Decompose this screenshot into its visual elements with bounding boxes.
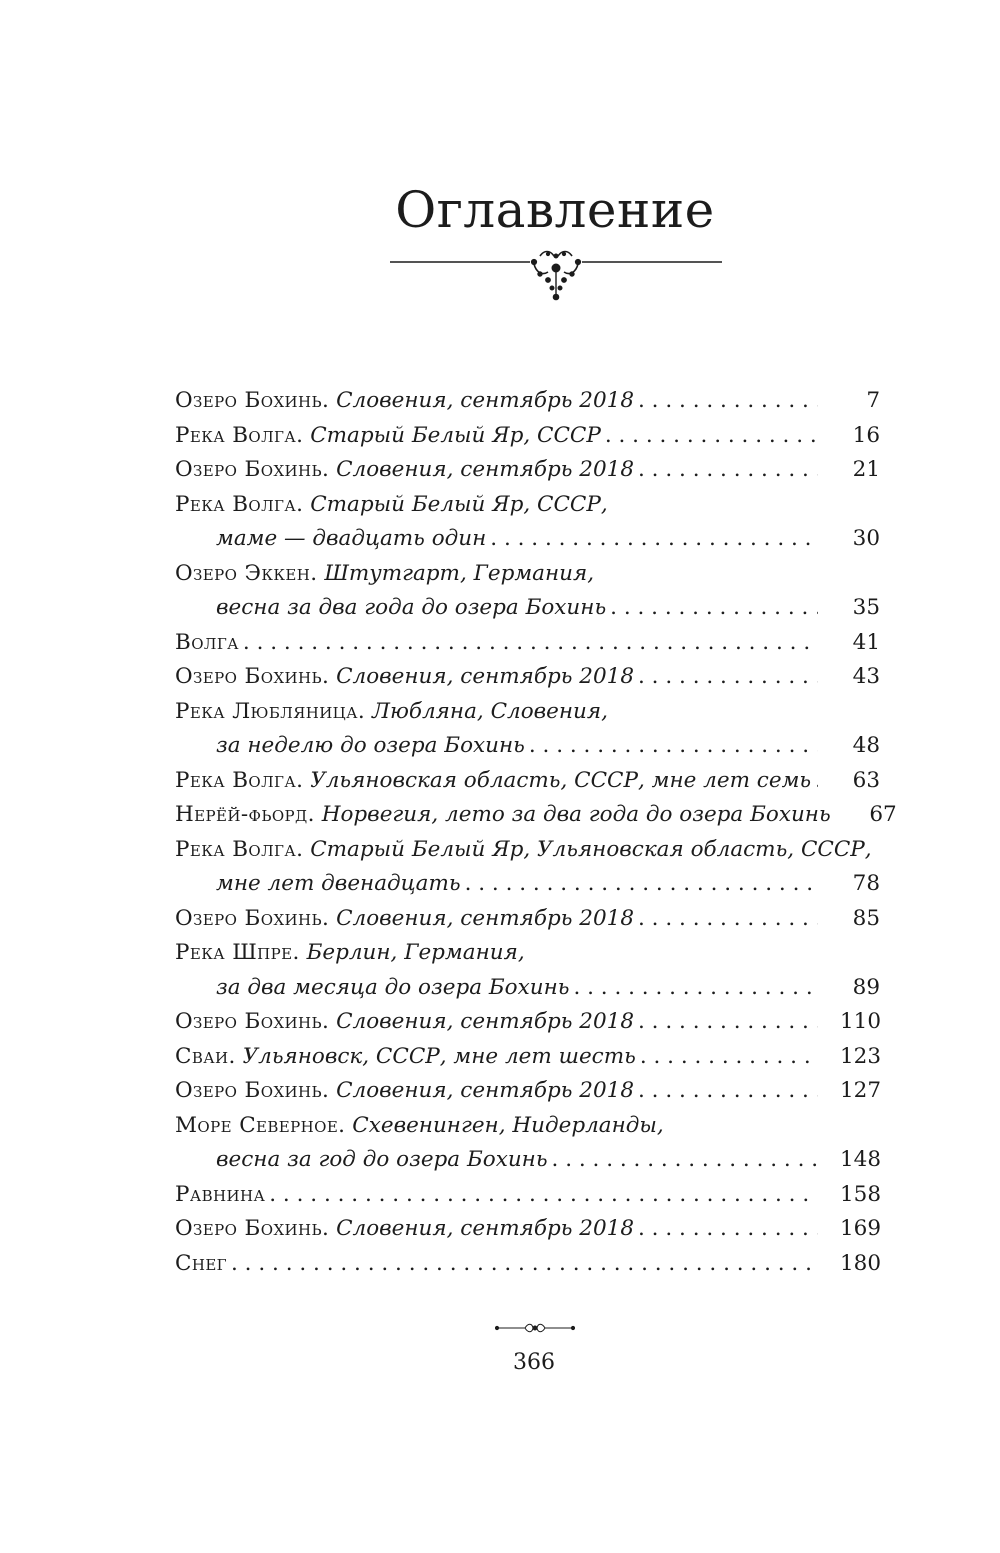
toc-entry-heading: Озеро Бохинь.	[175, 1216, 330, 1241]
toc-leader-dots	[606, 591, 818, 626]
toc-entry	[175, 488, 880, 523]
toc-page-number: 21	[852, 457, 880, 482]
toc-page-number: 148	[840, 1147, 882, 1172]
toc-continuation-line	[175, 522, 880, 557]
toc-entry-heading: Равнина	[175, 1181, 266, 1207]
toc-entry-heading: Сваи.	[175, 1043, 236, 1069]
toc-entry-subtitle: Словения, сентябрь 2018	[336, 905, 635, 931]
toc-entry	[175, 798, 897, 833]
toc-entry	[175, 936, 880, 971]
toc-continuation-line	[175, 867, 880, 902]
toc-continuation-line	[175, 729, 880, 764]
toc-page-number: 48	[852, 733, 880, 758]
toc-entry-heading: Озеро Бохинь.	[175, 1078, 330, 1103]
toc-entry-subtitle: весна за год до озера Бохинь	[216, 1147, 548, 1172]
toc-leader-dots	[634, 1005, 818, 1040]
toc-entry-subtitle: Ульяновск, СССР, мне лет шесть	[242, 1043, 636, 1069]
toc-entry-subtitle: весна за два года до озера Бохинь	[216, 595, 607, 620]
toc-entry-subtitle: Словения, сентябрь 2018	[336, 457, 635, 482]
toc-page-number: 63	[852, 767, 880, 793]
toc-page-number: 123	[840, 1043, 882, 1069]
toc-leader-dots	[634, 453, 818, 488]
table-of-contents	[175, 384, 897, 1281]
toc-continuation-line	[175, 971, 880, 1006]
toc-leader-dots	[636, 1040, 818, 1075]
toc-entry	[175, 764, 880, 799]
toc-entry	[175, 453, 880, 488]
toc-page-number: 16	[852, 422, 880, 448]
toc-entry	[175, 1247, 880, 1282]
toc-entry	[175, 626, 880, 661]
toc-entry-subtitle: Старый Белый Яр, СССР	[310, 422, 601, 448]
toc-entry	[175, 902, 880, 937]
toc-entry-heading: Волга	[175, 629, 239, 655]
toc-entry-subtitle: Словения, сентябрь 2018	[336, 1009, 635, 1034]
toc-page-number: 30	[852, 526, 880, 551]
toc-entry	[175, 1074, 880, 1109]
toc-page-number: 67	[869, 802, 897, 827]
toc-leader-dots	[634, 1212, 818, 1247]
toc-page-number: 89	[852, 974, 880, 1000]
toc-leader-dots	[525, 729, 818, 764]
toc-entry	[175, 419, 880, 454]
toc-entry-heading: Море Северное.	[175, 1112, 346, 1138]
toc-leader-dots	[634, 1074, 818, 1109]
toc-entry	[175, 660, 880, 695]
toc-leader-dots	[601, 419, 818, 454]
toc-entry-heading: Озеро Эккен.	[175, 560, 318, 586]
toc-entry	[175, 384, 880, 419]
toc-entry	[175, 1040, 880, 1075]
page-number: 366	[513, 1350, 555, 1375]
toc-page-number: 110	[840, 1009, 882, 1034]
toc-leader-dots	[569, 971, 818, 1006]
toc-entry-heading: Снег	[175, 1250, 228, 1276]
toc-entry-heading: Река Волга.	[175, 491, 304, 517]
toc-leader-dots	[265, 1178, 818, 1213]
toc-entry-subtitle: Словения, сентябрь 2018	[336, 388, 635, 413]
toc-entry	[175, 1212, 880, 1247]
toc-entry-heading: Река Любляница.	[175, 698, 366, 724]
toc-leader-dots	[634, 384, 818, 419]
flourish-ornament-icon	[390, 242, 722, 306]
toc-page-number: 158	[840, 1181, 882, 1207]
toc-entry-subtitle: Берлин, Германия,	[306, 940, 525, 965]
toc-entry-subtitle: Ульяновская область, СССР, мне лет семь	[310, 767, 812, 793]
toc-entry-subtitle: Старый Белый Яр, Ульяновская область, СССР,	[310, 836, 872, 862]
toc-leader-dots	[461, 867, 818, 902]
toc-page-number: 35	[852, 595, 880, 620]
toc-entry-heading: Река Волга.	[175, 836, 304, 862]
toc-entry-subtitle: за два месяца до озера Бохинь	[216, 974, 570, 1000]
toc-entry	[175, 557, 880, 592]
toc-page-number: 43	[852, 664, 880, 689]
toc-page-number: 169	[840, 1216, 882, 1241]
toc-entry-subtitle: Любляна, Словения,	[372, 698, 608, 724]
toc-entry	[175, 1178, 880, 1213]
toc-entry-heading: Река Шпре.	[175, 940, 300, 965]
toc-entry	[175, 1109, 880, 1144]
toc-page-number: 180	[840, 1250, 882, 1276]
toc-entry-subtitle: Словения, сентябрь 2018	[336, 1078, 635, 1103]
toc-entry-heading: Озеро Бохинь.	[175, 664, 330, 689]
toc-entry-heading: Озеро Бохинь.	[175, 905, 330, 931]
toc-entry	[175, 695, 880, 730]
toc-page-number: 78	[852, 871, 880, 896]
toc-leader-dots	[486, 522, 818, 557]
small-flourish-ornament-icon	[495, 1321, 575, 1335]
toc-entry-subtitle: Словения, сентябрь 2018	[336, 664, 635, 689]
toc-entry-heading: Река Волга.	[175, 422, 304, 448]
toc-entry-subtitle: маме — двадцать один	[216, 526, 487, 551]
toc-entry-heading: Озеро Бохинь.	[175, 1009, 330, 1034]
toc-entry	[175, 833, 880, 868]
toc-leader-dots	[634, 660, 818, 695]
toc-leader-dots	[831, 798, 835, 833]
toc-entry-heading: Озеро Бохинь.	[175, 388, 330, 413]
toc-entry-subtitle: мне лет двенадцать	[216, 871, 461, 896]
toc-entry-subtitle: Схевенинген, Нидерланды,	[352, 1112, 664, 1138]
toc-entry	[175, 1005, 880, 1040]
toc-entry-subtitle: Норвегия, лето за два года до озера Бохинь	[321, 802, 831, 827]
toc-entry-subtitle: за неделю до озера Бохинь	[216, 733, 525, 758]
toc-leader-dots	[548, 1143, 818, 1178]
toc-entry-heading: Озеро Бохинь.	[175, 457, 330, 482]
toc-entry-subtitle: Словения, сентябрь 2018	[336, 1216, 635, 1241]
toc-page-number: 127	[840, 1078, 882, 1103]
toc-page-number: 85	[852, 905, 880, 931]
toc-leader-dots	[634, 902, 818, 937]
toc-page-number: 7	[866, 388, 880, 413]
toc-continuation-line	[175, 1143, 880, 1178]
toc-entry-subtitle: Старый Белый Яр, СССР,	[310, 491, 608, 517]
toc-continuation-line	[175, 591, 880, 626]
toc-entry-heading: Нерёй-фьорд.	[175, 802, 315, 827]
toc-leader-dots	[227, 1247, 818, 1282]
toc-entry-subtitle: Штутгарт, Германия,	[324, 560, 595, 586]
toc-leader-dots	[239, 626, 818, 661]
toc-page-number: 41	[852, 629, 880, 655]
toc-entry-heading: Река Волга.	[175, 767, 304, 793]
toc-leader-dots	[811, 764, 818, 799]
page-title: Оглавление	[395, 181, 715, 239]
